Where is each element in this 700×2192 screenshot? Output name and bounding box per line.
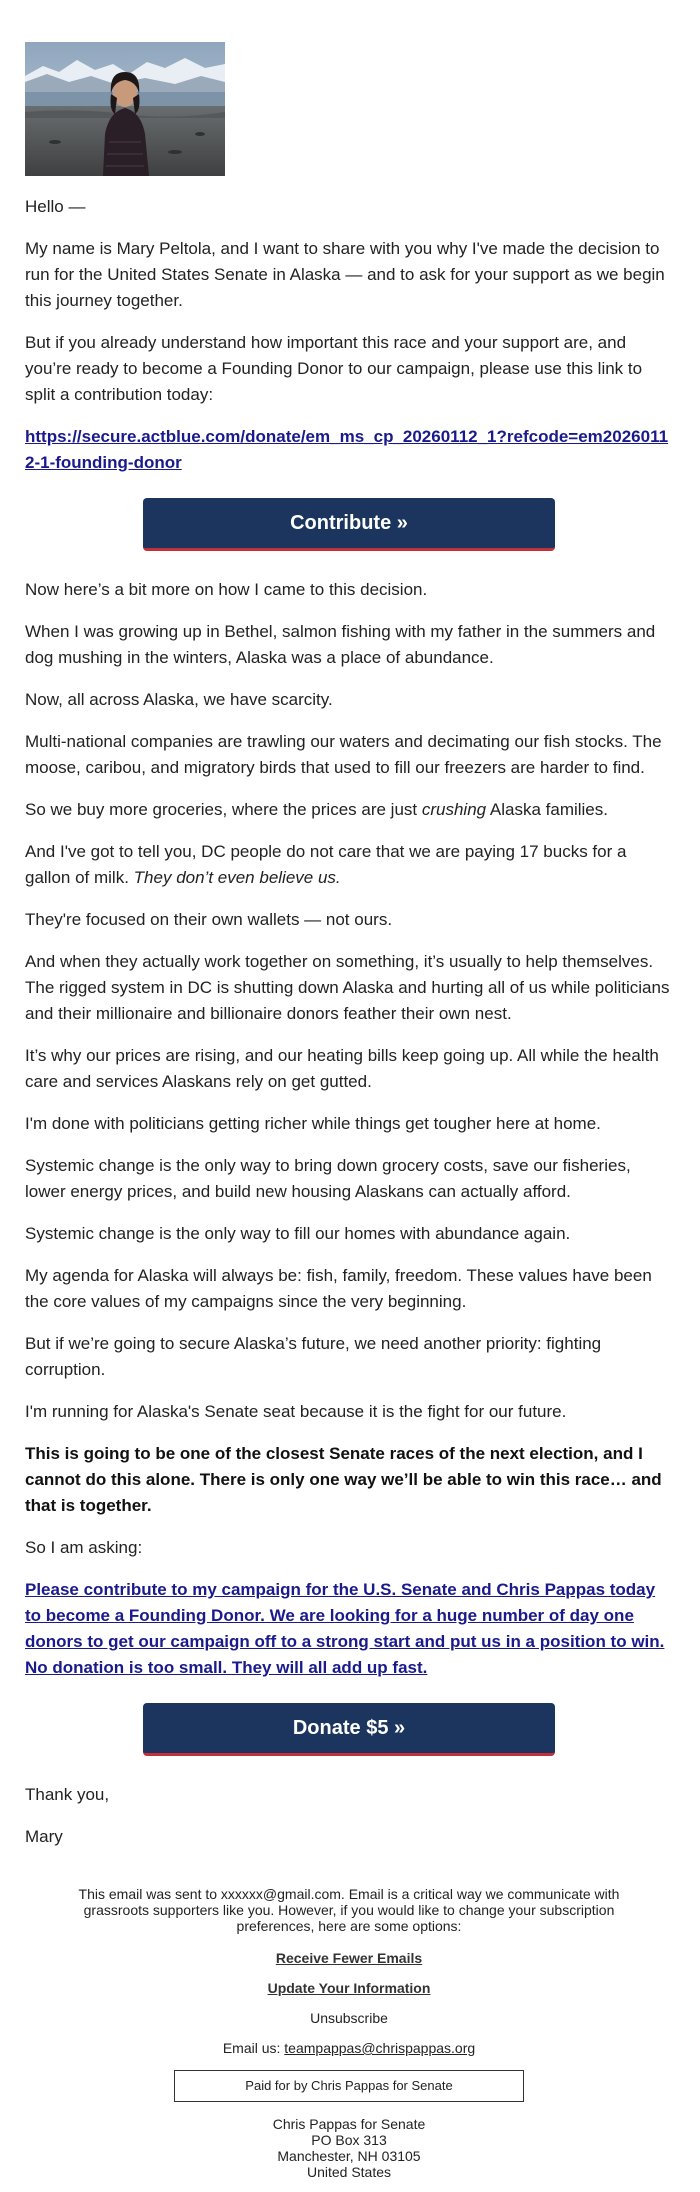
update-information-link[interactable]: Update Your Information [267, 1980, 431, 1996]
body-paragraph: They're focused on their own wallets — not ours. [25, 910, 393, 929]
footer [25, 1886, 673, 2180]
email-address-link[interactable]: teampappas@chrispappas.org [284, 2040, 476, 2056]
body-paragraph: My agenda for Alaska will always be: fish, family, freedom. These values have been the core values of my campaigns since the very beginning. [25, 1266, 652, 1311]
unsubscribe-link[interactable]: Unsubscribe [310, 2010, 388, 2026]
body-paragraph [25, 839, 673, 891]
address-line: Manchester, NH 03105 [277, 2148, 421, 2164]
body-paragraph: So I am asking: [25, 1538, 143, 1557]
email-body [25, 0, 673, 2180]
body-paragraph: But if we’re going to secure Alaska’s future, we need another priority: fighting corruption. [25, 1334, 602, 1379]
cta-paragraph [25, 1577, 673, 1681]
emphasis-text: crushing [421, 800, 487, 819]
body-paragraph: When I was growing up in Bethel, salmon fishing with my father in the summers and dog mushing in the winters, Alaska was a place of abundance. [25, 622, 656, 667]
contribute-button-row [25, 498, 673, 551]
body-paragraph: Now here’s a bit more on how I came to this decision. [25, 580, 428, 599]
receive-fewer-emails-link[interactable]: Receive Fewer Emails [275, 1950, 423, 1966]
body-paragraph: Systemic change is the only way to bring down grocery costs, save our fisheries, lower energy prices, and build new housing Alaskans can actually afford. [25, 1156, 631, 1201]
hero-photo [25, 42, 225, 176]
mailing-address [25, 2116, 673, 2180]
paid-for-box: Paid for by Chris Pappas for Senate [174, 2070, 524, 2102]
text-run: Alaska families. [486, 800, 608, 819]
donate-link-paragraph [25, 424, 673, 476]
donate-5-button[interactable]: Donate $5 » [143, 1703, 555, 1756]
body-paragraph: Now, all across Alaska, we have scarcity. [25, 690, 333, 709]
body-paragraph: Multi-national companies are trawling our waters and decimating our fish stocks. The moose, caribou, and migratory birds that used to fill our freezers are harder to find. [25, 732, 662, 777]
body-paragraph: I'm running for Alaska's Senate seat because it is the fight for our future. [25, 1402, 567, 1421]
emphasis-text: They don’t even believe us. [133, 868, 341, 887]
intro-paragraph-1: My name is Mary Peltola, and I want to share with you why I've made the decision to run for the United States Senate in Alaska — and to ask for your support as we begin this journey together. [25, 239, 665, 310]
greeting: Hello — [25, 197, 86, 216]
cta-donate-link[interactable]: Please contribute to my campaign for the U.S. Senate and Chris Pappas today to become a Founding Donor. We are looking for a huge number of day one donors to get our campaign off to a strong start and put us in a position to win. No donation is too small. They will all add up fast. [25, 1580, 665, 1677]
body-paragraph: It’s why our prices are rising, and our heating bills keep going up. All while the health care and services Alaskans rely on get gutted. [25, 1046, 659, 1091]
footer-intro: This email was sent to xxxxxx@gmail.com. Email is a critical way we communicate with grassroots supporters like you. However, if you would like to change your subscription preferences, here are some options: [78, 1886, 620, 1934]
intro-paragraph-2: But if you already understand how important this race and your support are, and you’re ready to become a Founding Donor to our campaign, please use this link to split a contribution today: [25, 333, 643, 404]
body-paragraph: I'm done with politicians getting richer while things get tougher here at home. [25, 1114, 601, 1133]
footer-email-line [25, 2040, 673, 2056]
body-paragraph: And when they actually work together on something, it’s usually to help themselves. The rigged system in DC is shutting down Alaska and hurting all of us while politicians and their millionaire and billionaire donors feather their own nest. [25, 952, 670, 1023]
signoff-thanks: Thank you, [25, 1785, 110, 1804]
donate-url-link[interactable]: https://secure.actblue.com/donate/em_ms_cp_20260112_1?refcode=em20260112-1-founding-donor [25, 427, 669, 472]
signoff-name: Mary [25, 1827, 63, 1846]
address-line: United States [306, 2164, 392, 2180]
email-label: Email us: [222, 2040, 285, 2056]
body-paragraph [25, 797, 673, 823]
text-run: And I've got to tell you, DC people do not care that we are paying 17 bucks for a gallon of milk. [25, 842, 627, 887]
body-paragraph: Systemic change is the only way to fill our homes with abundance again. [25, 1224, 571, 1243]
contribute-button[interactable]: Contribute » [143, 498, 555, 551]
address-line: PO Box 313 [311, 2132, 387, 2148]
donate-button-row [25, 1703, 673, 1756]
bold-paragraph: This is going to be one of the closest Senate races of the next election, and I cannot do this alone. There is only one way we’ll be able to win this race… and that is together. [25, 1444, 662, 1515]
text-run: So we buy more groceries, where the prices are just [25, 800, 422, 819]
address-line: Chris Pappas for Senate [272, 2116, 426, 2132]
